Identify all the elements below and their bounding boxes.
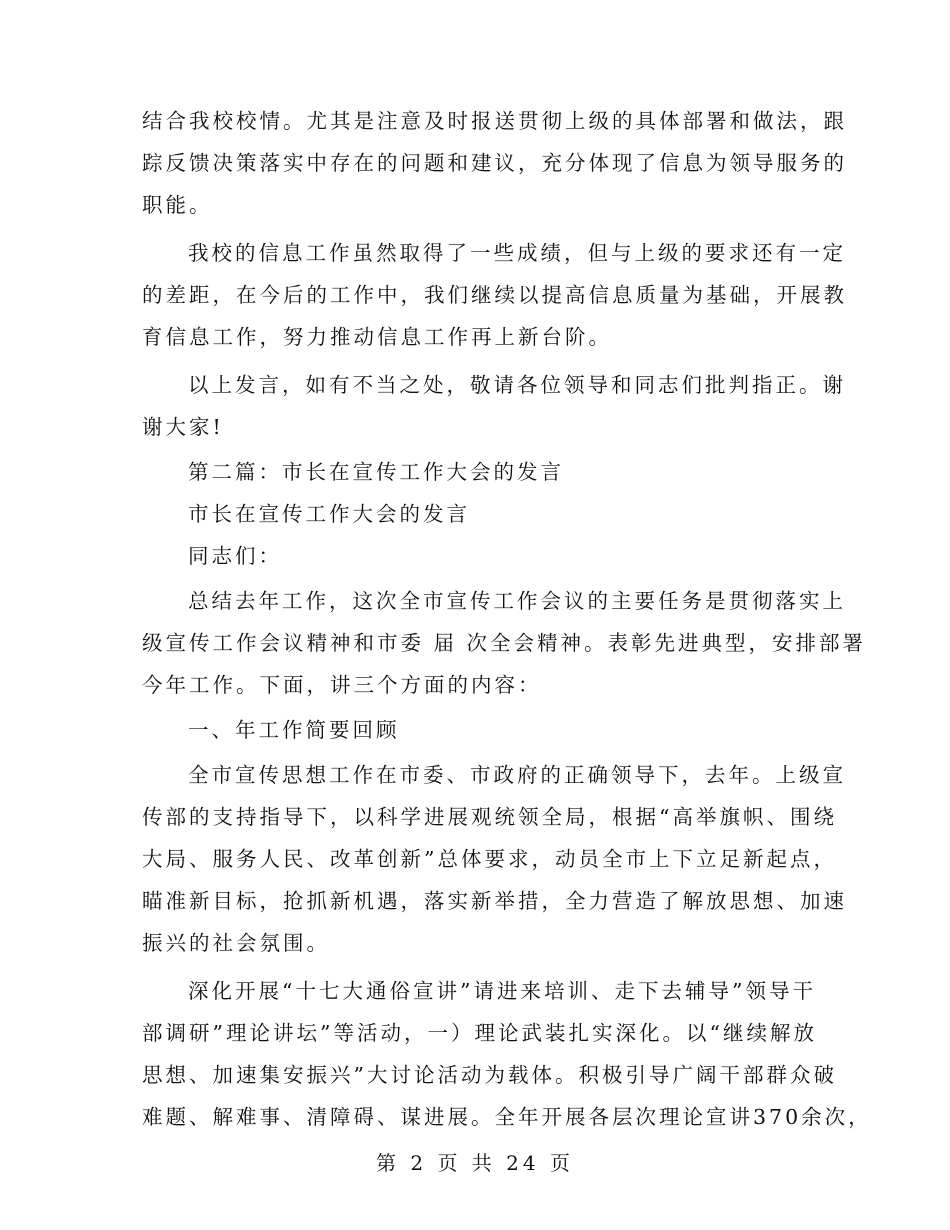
text-line: 的差距，在今后的工作中，我们继续以提高信息质量为基础，开展教 [142,283,847,307]
text-line: 结合我校校情。尤其是注意及时报送贯彻上级的具体部署和做法，跟 [142,109,847,133]
paragraph-meeting-tasks [142,580,867,706]
text-line: 部调研”理论讲坛”等活动，一）理论武装扎实深化。以“继续解放 [142,1021,817,1045]
text-line: 踪反馈决策落实中存在的问题和建议，充分体现了信息为领导服务的 [142,151,847,175]
section-heading: 一、年工作简要回顾 [188,718,400,742]
document-body [142,100,872,1144]
text-line: 深化开展“十七大通俗宣讲”请进来培训、走下去辅导”领导干 [188,979,816,1003]
article-heading: 第二篇：市长在宣传工作大会的发言 [188,460,564,484]
text-line: 职能。 [142,193,213,217]
text-line: 育信息工作，努力推动信息工作再上新台阶。 [142,325,612,349]
text-line: 大局、服务人民、改革创新”总体要求，动员全市上下立足新起点， [142,847,837,871]
paragraph-work-review [142,754,847,964]
text-line: 我校的信息工作虽然取得了一些成绩，但与上级的要求还有一定 [188,241,846,265]
paragraph-closing-thanks [142,364,846,448]
text-line: 总结去年工作，这次全市宣传工作会议的主要任务是贯彻落实上 [188,589,846,613]
text-line: 思想、加速集安振兴”大讨论活动为载体。积极引导广阔干部群众破 [142,1063,837,1087]
paragraph-info-work [142,232,847,358]
page-number-footer: 第 2 页 共 24 页 [376,1151,574,1175]
text-line: 振兴的社会氛围。 [142,931,330,955]
salutation: 同志们： [188,544,282,568]
article-title: 市长在宣传工作大会的发言 [188,502,470,526]
text-line: 瞄准新目标，抢抓新机遇，落实新举措，全力营造了解放思想、加速 [142,889,847,913]
text-line: 级宣传工作会议精神和市委 届 次全会精神。表彰先进典型，安排部署 [142,631,867,655]
paragraph-school-situation [142,100,847,226]
text-line: 传部的支持指导下，以科学进展观统领全局，根据“高举旗帜、围绕 [142,805,837,829]
text-line: 难题、解难事、清障碍、谋进展。全年开展各层次理论宣讲370余次， [142,1105,872,1129]
text-line: 以上发言，如有不当之处，敬请各位领导和同志们批判指正。谢 [188,373,846,397]
paragraph-theory-lectures [142,970,872,1138]
text-line: 今年工作。下面，讲三个方面的内容： [142,673,542,697]
text-line: 全市宣传思想工作在市委、市政府的正确领导下，去年。上级宣 [188,763,846,787]
text-line: 谢大家! [142,415,224,439]
